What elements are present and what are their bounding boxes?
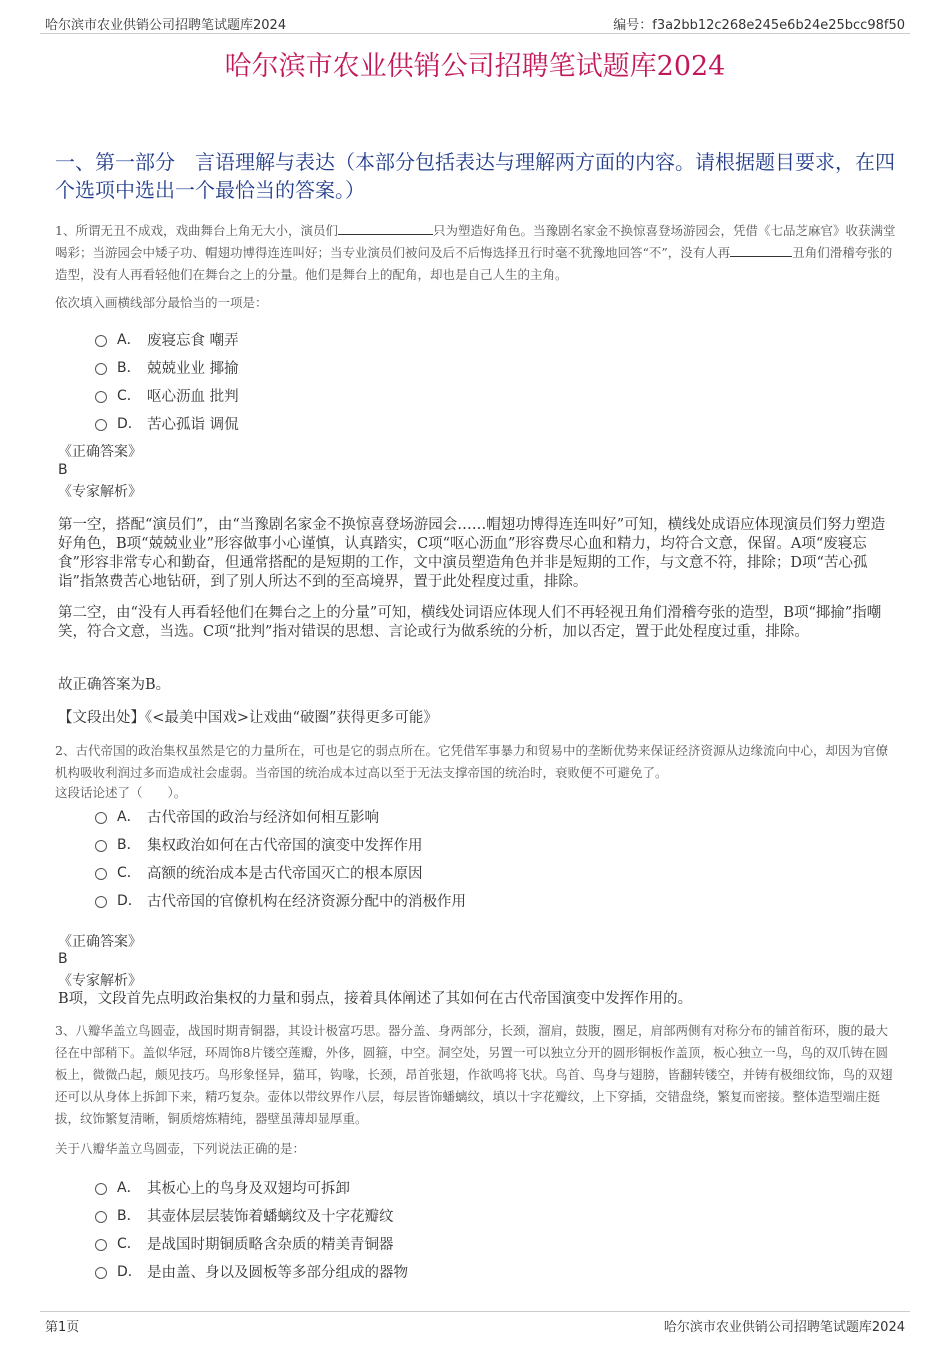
option-b[interactable]: B． 其壶体层层装饰着蟠螭纹及十字花瓣纹: [95, 1201, 408, 1229]
radio-icon[interactable]: [95, 1267, 107, 1279]
radio-icon[interactable]: [95, 812, 107, 824]
analysis-label: 《专家解析》: [58, 973, 142, 989]
radio-icon[interactable]: [95, 363, 107, 375]
question-3-text: 3、八瓣华盖立鸟圆壶，战国时期青铜器，其设计极富巧思。器分盖、身两部分，长颈，溜肩，鼓腹，圈足，肩部两侧有对称分布的铺首衔环，腹的最大径在中部稍下。盖似华冠，环周饰8片镂空莲瓣，外侈，圆箍，中空。洞空处，另置一可以独立分开的圆形铜板作盖顶，板心独立一鸟，鸟的双爪铸在圆板上，微微凸起，颇见技巧。鸟形象怪异，猫耳，钩喙，长颈，昂首张翅，作欲鸣将飞状。鸟首、鸟身与翅膀，皆翻转镂空，并铸有极细纹饰，鸟的双翅还可以从身体上拆卸下来，精巧复杂。壶体以带纹界作八层，每层皆饰蟠螭纹，填以十字花瓣纹，上下穿插，交错盘绕，繁复而密接。整体造型端庄挺拔，纹饰繁复清晰，铜质熔炼精纯，器壁虽薄却显厚重。: [55, 1023, 893, 1126]
radio-icon[interactable]: [95, 1183, 107, 1195]
question-2-prompt: 这段话论述了（ ）。: [55, 785, 187, 800]
answer-label: 《正确答案》: [58, 444, 142, 460]
answer-value: B: [58, 951, 68, 967]
section-heading: 一、第一部分 言语理解与表达（本部分包括表达与理解两方面的内容。请根据题目要求，在四个选项中选出一个最恰当的答案。）: [55, 150, 895, 202]
footer-divider: [40, 1311, 910, 1312]
radio-icon[interactable]: [95, 1211, 107, 1223]
option-c[interactable]: C． 呕心沥血 批判: [95, 381, 239, 409]
radio-icon[interactable]: [95, 391, 107, 403]
header-doc-title: 哈尔滨市农业供销公司招聘笔试题库2024: [45, 18, 287, 33]
question-3-prompt: 关于八瓣华盖立鸟圆壶，下列说法正确的是：: [55, 1141, 306, 1156]
option-a[interactable]: A． 废寝忘食 嘲弄: [95, 325, 239, 353]
question-1-part3: 丑角们滑稽夸张的造型，没有人再看轻他们在舞台之上的分量。他们是舞台上的配角，却也是自己人生的主角。: [55, 245, 893, 282]
radio-icon[interactable]: [95, 868, 107, 880]
answer-label: 《正确答案》: [58, 934, 142, 950]
option-d[interactable]: D． 古代帝国的官僚机构在经济资源分配中的消极作用: [95, 886, 466, 914]
question-1-text: [55, 220, 900, 286]
option-a[interactable]: A． 其板心上的鸟身及双翅均可拆卸: [95, 1173, 408, 1201]
option-b[interactable]: B． 集权政治如何在古代帝国的演变中发挥作用: [95, 830, 466, 858]
question-1-part2: 只为塑造好角色。当豫剧名家金不换惊喜登场游园会，凭借《七品芝麻官》收获满堂喝彩；当游园会中矮子功、帽翅功博得连连叫好；当专业演员们被问及后不后悔选择丑行时毫不犹豫地回答“不”，没有人再: [55, 223, 896, 260]
radio-icon[interactable]: [95, 335, 107, 347]
option-c[interactable]: C． 是战国时期铜质略含杂质的精美青铜器: [95, 1229, 408, 1257]
option-c[interactable]: C． 高额的统治成本是古代帝国灭亡的根本原因: [95, 858, 466, 886]
question-3-options: [95, 1173, 408, 1285]
analysis-conclusion: 故正确答案为B。: [58, 677, 171, 693]
answer-value: B: [58, 462, 68, 478]
analysis-paragraph: B项，文段首先点明政治集权的力量和弱点，接着具体阐述了其如何在古代帝国演变中发挥作用的。: [58, 991, 693, 1007]
radio-icon[interactable]: [95, 896, 107, 908]
option-b[interactable]: B． 兢兢业业 揶揄: [95, 353, 239, 381]
fill-blank-1: [338, 220, 433, 235]
fill-blank-2: [730, 242, 792, 257]
header-divider: [40, 33, 910, 34]
option-a[interactable]: A． 古代帝国的政治与经济如何相互影响: [95, 802, 466, 830]
question-2-text: 2、古代帝国的政治集权虽然是它的力量所在，可也是它的弱点所在。它凭借军事暴力和贸易中的垄断优势来保证经济资源从边缘流向中心，却因为官僚机构吸收利润过多而造成社会虚弱。当帝国的统治成本过高以至于无法支撑帝国的统治时，衰败便不可避免了。: [55, 743, 888, 780]
question-2-options: [95, 802, 466, 914]
analysis-paragraph-1: 第一空，搭配“演员们”，由“当豫剧名家金不换惊喜登场游园会……帽翅功博得连连叫好”可知，横线处成语应体现演员们努力塑造好角色，B项“兢兢业业”形容做事小心谨慎，认真踏实，C项“呕心沥血”形容费尽心血和精力，均符合文意，保留。A项“废寝忘食”形容非常专心和勤奋，但通常搭配的是短期的工作，文中演员塑造角色并非是短期的工作，与文意不符，排除；D项“苦心孤诣”指煞费苦心地钻研，到了别人所达不到的至高境界，置于此处程度过重，排除。: [58, 517, 886, 590]
analysis-label: 《专家解析》: [58, 484, 142, 500]
question-1-prompt: 依次填入画横线部分最恰当的一项是：: [55, 295, 268, 310]
question-1-options: [95, 325, 239, 437]
radio-icon[interactable]: [95, 1239, 107, 1251]
page-number: 第1页: [45, 1320, 80, 1335]
source-citation: 【文段出处】《<最美中国戏>让戏曲“破圈”获得更多可能》: [58, 710, 438, 726]
option-d[interactable]: D． 是由盖、身以及圆板等多部分组成的器物: [95, 1257, 408, 1285]
footer-doc-title: 哈尔滨市农业供销公司招聘笔试题库2024: [663, 1320, 905, 1335]
option-d[interactable]: D． 苦心孤诣 调侃: [95, 409, 239, 437]
radio-icon[interactable]: [95, 840, 107, 852]
radio-icon[interactable]: [95, 419, 107, 431]
analysis-paragraph-2: 第二空，由“没有人再看轻他们在舞台之上的分量”可知，横线处词语应体现人们不再轻视丑角们滑稽夸张的造型，B项“揶揄”指嘲笑，符合文意，当选。C项“批判”指对错误的思想、言论或行为做系统的分析，加以否定，置于此处程度过重，排除。: [58, 605, 882, 640]
question-1-part1: 1、所谓无丑不成戏，戏曲舞台上角无大小，演员们: [55, 223, 338, 238]
page-title: 哈尔滨市农业供销公司招聘笔试题库2024: [224, 51, 726, 82]
header-doc-id: 编号：f3a2bb12c268e245e6b24e25bcc98f50: [613, 18, 905, 33]
